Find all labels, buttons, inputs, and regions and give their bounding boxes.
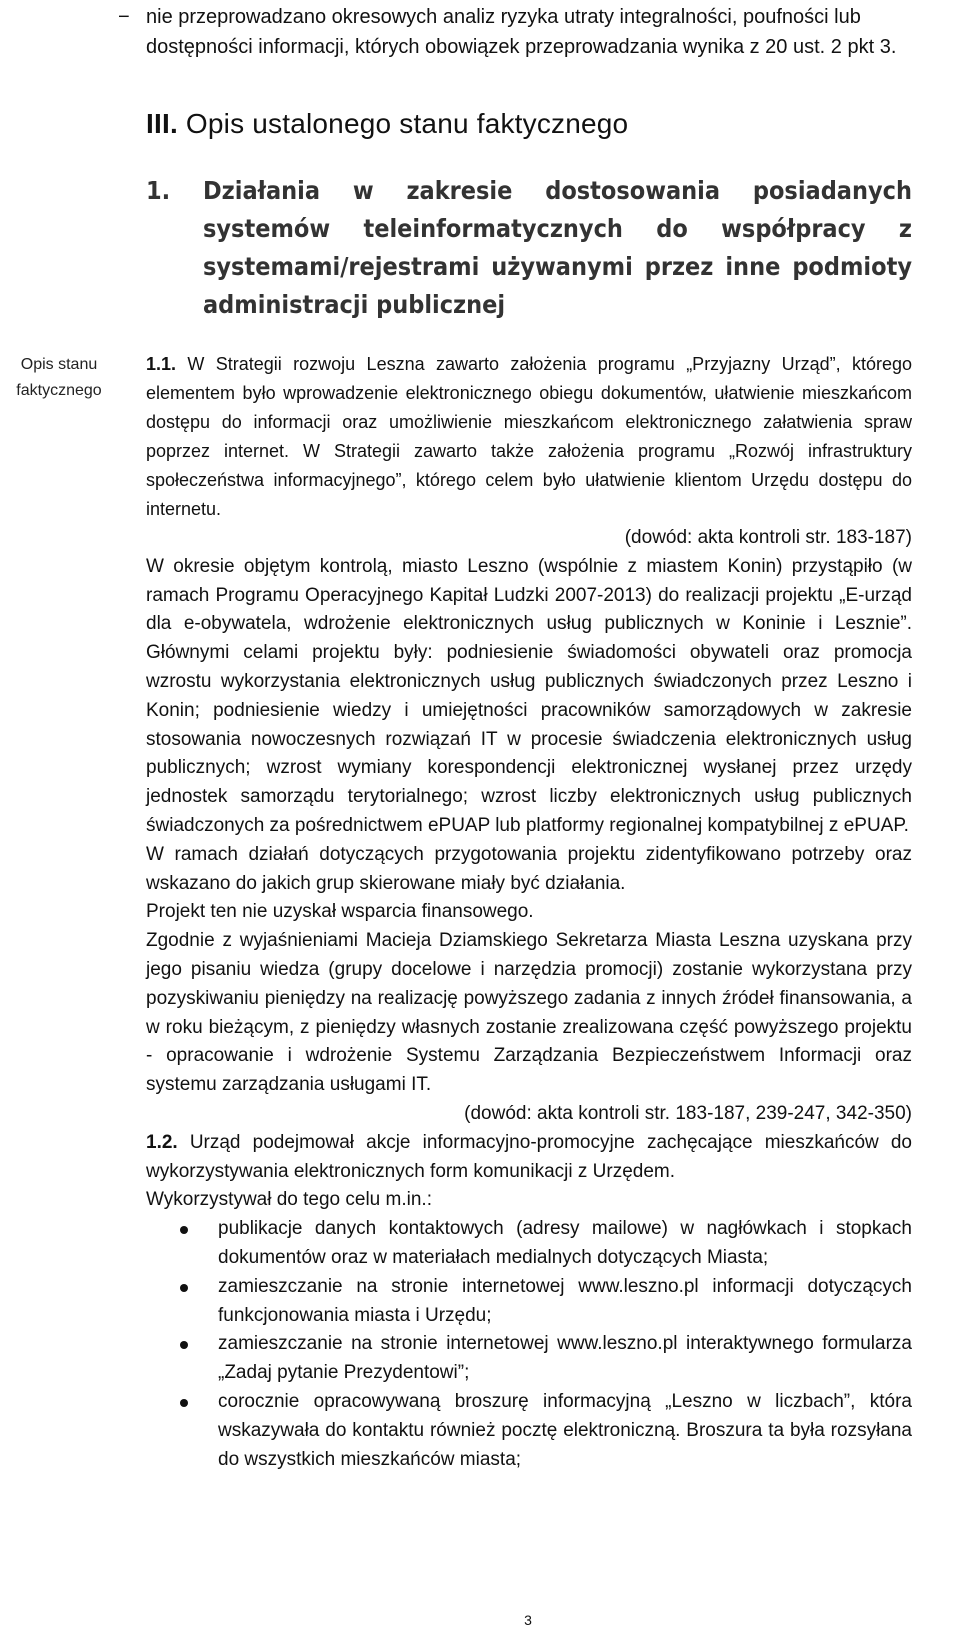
list-item (146, 1330, 912, 1388)
list-item (146, 1215, 912, 1273)
dash-bullet: − (118, 6, 130, 28)
paragraph: Projekt ten nie uzyskał wsparcia finansowego. (146, 901, 534, 923)
lead-text: nie przeprowadzano okresowych analiz ryzyka utraty integralności, poufności lub dostępności informacji, których obowiązek przeprowadzania wynika z 20 ust. 2 pkt 3. (146, 6, 897, 58)
bullet-dot-icon (180, 1399, 188, 1407)
list-item (146, 1273, 912, 1331)
paragraph-text: W Strategii rozwoju Leszna zawarto założenia programu „Przyjazny Urząd”, którego elementem było wprowadzenie elektronicznego obiegu dokumentów, ułatwienie mieszkańcom dostępu do informacji oraz umożliwienie mieszkańcom elektronicznego załatwienia spraw poprzez internet. W Strategii zawarto także założenia programu „Rozwój infrastruktury społeczeństwa informacyjnego”, którego celem było ułatwienie klientom Urzędu dostępu do internetu. (146, 354, 912, 519)
paragraph: Zgodnie z wyjaśnieniami Macieja Dziamskiego Sekretarza Miasta Leszna uzyskana przy jego pisaniu wiedza (grupy docelowe i narzędzia promocji) zostanie wykorzystana przy pozyskiwaniu pieniędzy na realizację powyższego zadania z innych źródeł finansowania, a w roku bieżącym, z pieniędzy własnych zostanie zrealizowana część powyższego projektu - opracowanie i wdrożenie Systemu Zarządzania Bezpieczeństwem Informacji oraz systemu zarządzania usługami IT. (146, 930, 912, 1096)
bullet-dot-icon (180, 1341, 188, 1349)
paragraph-1-1 (146, 350, 912, 524)
subsection-heading (146, 172, 912, 324)
paragraph: Wykorzystywał do tego celu m.in.: (146, 1189, 432, 1211)
subsection-title: Działania w zakresie dostosowania posiadanych systemów teleinformatycznych do współpracy z systemami/rejestrami używanymi przez inne podmioty administracji publicznej (203, 176, 912, 319)
list-item-text: zamieszczanie na stronie internetowej www.leszno.pl interaktywnego formularza „Zadaj pytanie Prezydentowi”; (218, 1333, 912, 1384)
lead-list-item (118, 2, 912, 62)
bullet-list (146, 1215, 912, 1474)
bullet-dot-icon (180, 1284, 188, 1292)
list-item (146, 1388, 912, 1474)
paragraph: W okresie objętym kontrolą, miasto Leszno (wspólnie z miastem Konin) przystąpiło (w ramach Programu Operacyjnego Kapitał Ludzki 2007-2013) do realizacji projektu „E-urząd dla e-obywatela, wdrożenie elektronicznych usług publicznych w Koninie i Lesznie”. Głównymi celami projektu były: podniesienie świadomości obywateli oraz promocja wzrostu wykorzystania elektronicznych usług publicznych świadczonych przez Leszno i Konin; podniesienie wiedzy i umiejętności pracowników samorządowych w zakresie stosowania nowoczesnych rozwiązań IT w procesie świadczenia elektronicznych usług publicznych; wzrost wymiany korespondencji elektronicznej wysłanej przez urzędy jednostek samorządu terytorialnego; wzrost liczby elektronicznych usług publicznych świadczonych za pośrednictwem ePUAP lub platformy regionalnej kompatybilnej z ePUAP. (146, 555, 912, 836)
margin-label-line1: Opis stanu (20, 356, 98, 373)
evidence-reference: (dowód: akta kontroli str. 183-187) (624, 527, 912, 548)
bullet-dot-icon (180, 1226, 188, 1234)
list-item-text: corocznie opracowywaną broszurę informacyjną „Leszno w liczbach”, która wskazywała do kontaktu również pocztę elektroniczną. Broszura ta była rozsyłana do wszystkich mieszkańców miasta; (218, 1390, 912, 1470)
evidence-reference: (dowód: akta kontroli str. 183-187, 239-247, 342-350) (464, 1102, 912, 1124)
body-text (146, 350, 912, 1474)
margin-label (0, 352, 118, 404)
paragraph: W ramach działań dotyczących przygotowania projektu zidentyfikowano potrzeby oraz wskazano do jakich grup skierowane miały być działania. (146, 843, 912, 894)
page-number: 3 (524, 1612, 532, 1628)
list-item-text: publikacje danych kontaktowych (adresy mailowe) w nagłówkach i stopkach dokumentów oraz w materiałach medialnych dotyczących Miasta; (218, 1218, 912, 1268)
list-item-text: zamieszczanie na stronie internetowej www.leszno.pl informacji dotyczących funkcjonowania miasta i Urzędu; (218, 1275, 912, 1326)
section-roman-numeral: III. (146, 108, 178, 139)
paragraph-1-2 (146, 1129, 912, 1187)
section-title: Opis ustalonego stanu faktycznego (177, 108, 629, 139)
paragraph-number: 1.1. (146, 354, 177, 374)
paragraph-number: 1.2. (146, 1131, 178, 1153)
subsection-number: 1. (146, 176, 171, 205)
section-heading (146, 106, 628, 142)
margin-label-line2: faktycznego (16, 382, 102, 399)
paragraph-text: Urząd podejmował akcje informacyjno-promocyjne zachęcające mieszkańców do wykorzystywania elektronicznych form komunikacji z Urzędem. (146, 1131, 912, 1182)
